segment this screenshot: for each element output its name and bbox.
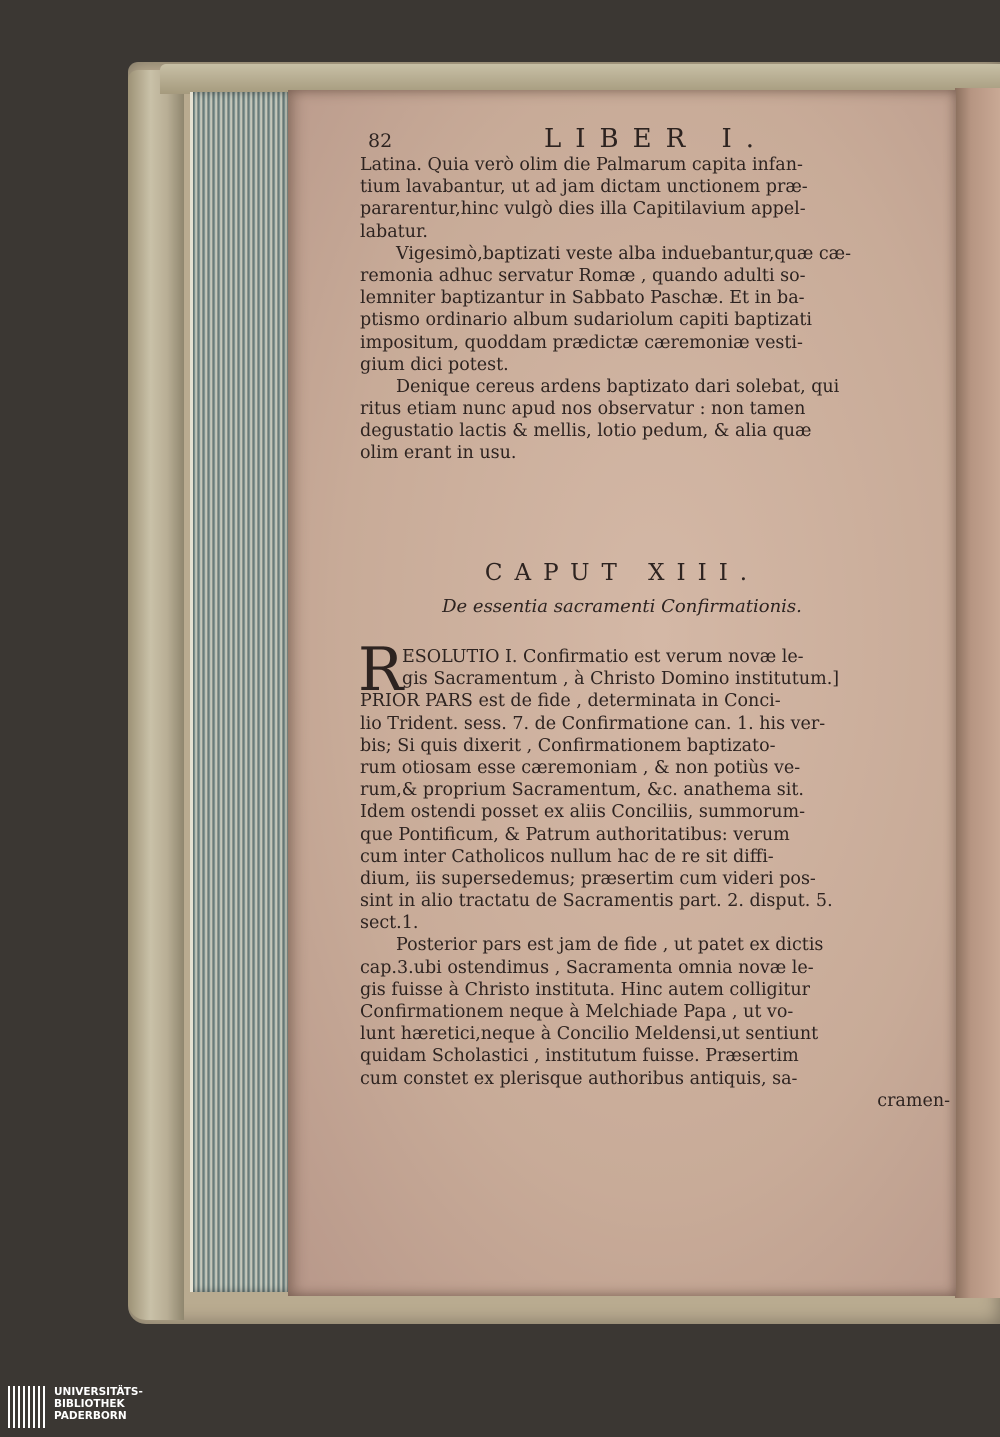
text-line: dium, iis supersedemus; præsertim cum videri pos- — [360, 868, 816, 889]
text-line: rum otiosam esse cæremoniam , & non potiùs ve- — [360, 757, 801, 778]
text-line: sect.1. — [360, 913, 419, 934]
text-line: remonia adhuc servatur Romæ , quando adulti so- — [360, 265, 806, 286]
text-line: cum inter Catholicos nullum hac de re sit diffi- — [360, 846, 774, 867]
text-line: pararentur,hinc vulgò dies illa Capitilavium appel- — [360, 199, 806, 220]
facing-page-edge — [955, 88, 1000, 1298]
text-line: Vigesimò,baptizati veste alba induebantur,quæ cæ- — [396, 243, 852, 264]
book-page — [288, 90, 956, 1296]
text-line: Idem ostendi posset ex aliis Conciliis, summorum- — [360, 802, 805, 823]
text-line: impositum, quoddam prædictæ cæremoniæ vesti- — [360, 332, 803, 353]
text-line: Confirmationem neque à Melchiade Papa , ut vo- — [360, 1002, 794, 1022]
text-line: olim erant in usu. — [360, 443, 517, 464]
logo-line: UNIVERSITÄTS- — [54, 1386, 143, 1398]
text-line: PRIOR PARS est de fide , determinata in Conci- — [360, 691, 781, 712]
text-line: lemniter baptizantur in Sabbato Paschæ. Et in ba- — [360, 288, 805, 309]
text-line: ptismo ordinario album sudariolum capiti baptizati — [360, 310, 813, 331]
text-line: gis Sacramentum , à Christo Domino institutum.] — [402, 669, 840, 690]
logo-line: PADERBORN — [54, 1410, 127, 1422]
text-line: cap.3.ubi ostendimus , Sacramenta omnia novæ le- — [360, 957, 814, 978]
page-number: 82 — [368, 130, 393, 152]
chapter-title: CAPUT XIII. — [484, 560, 760, 586]
text-line: Denique cereus ardens baptizato dari solebat, qui — [396, 376, 840, 397]
upper-text-block — [360, 154, 950, 465]
library-logo-icon — [8, 1386, 48, 1428]
text-line: ritus etiam nunc apud nos observatur : non tamen — [360, 399, 806, 420]
library-logo-text — [54, 1386, 143, 1422]
page-block-edges — [190, 92, 293, 1292]
text-line: Posterior pars est jam de fide , ut patet ex dictis — [396, 935, 824, 956]
text-line: sint in alio tractatu de Sacramentis part. 2. disput. 5. — [360, 891, 833, 912]
text-line: que Pontificum, & Patrum authoritatibus: verum — [360, 824, 790, 845]
drop-capital: R — [358, 635, 404, 705]
text-line: gis fuisse à Christo instituta. Hinc autem colligitur — [360, 979, 811, 1000]
lower-text-block — [360, 646, 950, 1112]
chapter-subtitle: De essentia sacramenti Confirmationis. — [442, 596, 802, 617]
book-spine-edge — [128, 70, 184, 1320]
text-line: cum constet ex plerisque authoribus antiquis, sa- — [360, 1068, 798, 1089]
logo-line: BIBLIOTHEK — [54, 1398, 125, 1410]
text-line: lunt hæretici,neque à Concilio Meldensi,ut sentiunt — [360, 1024, 819, 1045]
text-line: labatur. — [360, 221, 428, 242]
catchword: cramen- — [877, 1090, 950, 1111]
text-line: lio Trident. sess. 7. de Confirmatione can. 1. his ver- — [360, 713, 826, 734]
text-line: degustatio lactis & mellis, lotio pedum, & alia quæ — [360, 421, 812, 442]
text-line: quidam Scholastici , institutum fuisse. Præsertim — [360, 1046, 799, 1067]
text-line: Latina. Quia verò olim die Palmarum capita infan- — [360, 155, 803, 175]
running-head: LIBER I. — [544, 124, 768, 154]
text-line: ESOLUTIO I. Confirmatio est verum novæ le- — [402, 647, 804, 667]
text-line: gium dici potest. — [360, 354, 509, 375]
library-logo — [0, 1382, 1000, 1437]
text-line: bis; Si quis dixerit , Confirmationem baptizato- — [360, 735, 776, 756]
text-line: rum,& proprium Sacramentum, &c. anathema sit. — [360, 780, 804, 801]
text-line: tium lavabantur, ut ad jam dictam unctionem præ- — [360, 177, 808, 198]
